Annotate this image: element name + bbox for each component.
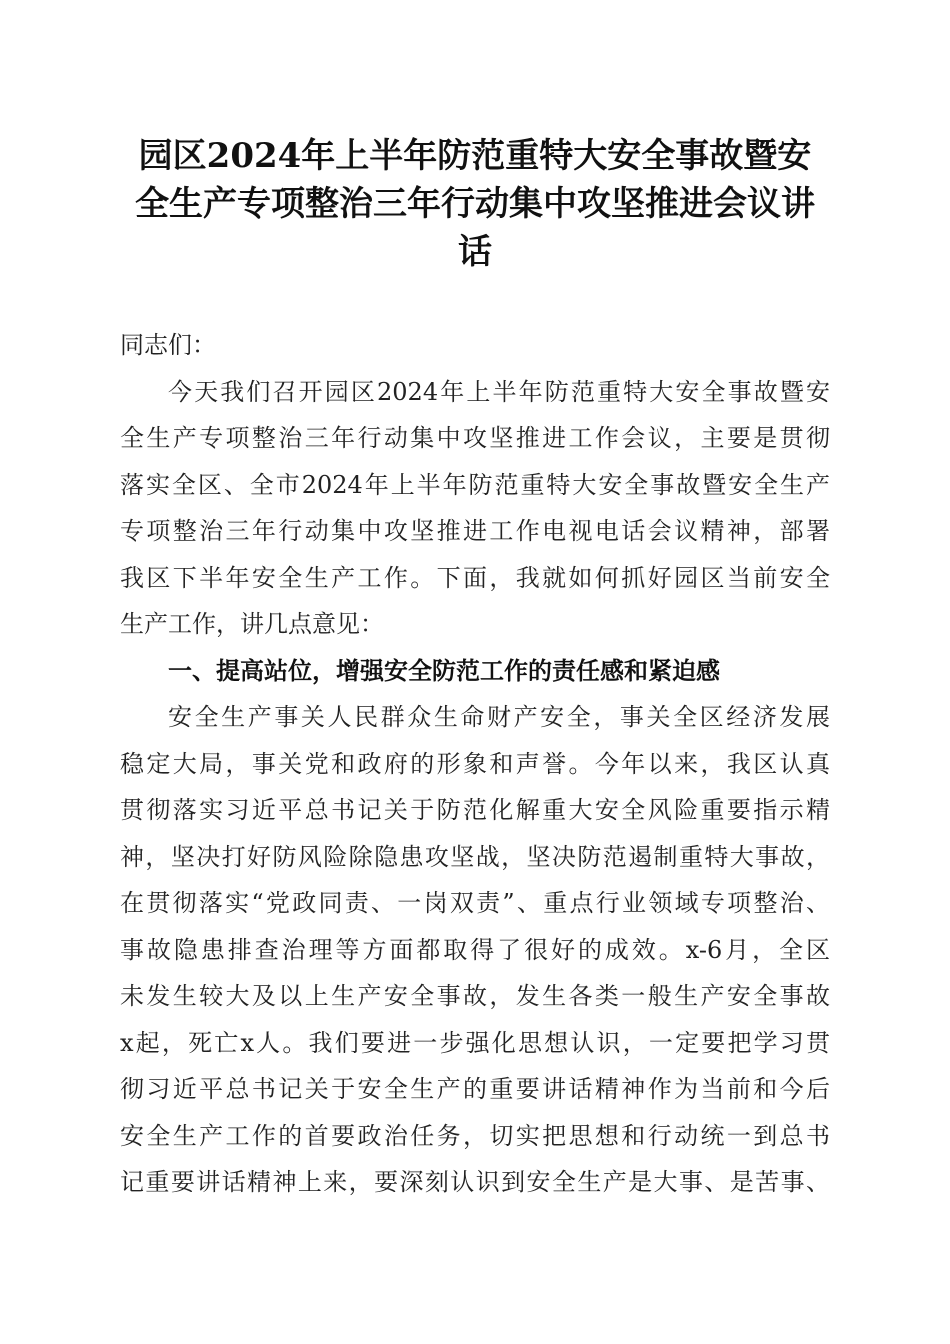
paragraph-line: 全生产专项整治三年行动集中攻坚推进工作会议，主要是贯彻 — [120, 424, 830, 452]
paragraph-line: 记重要讲话精神上来，要深刻认识到安全生产是大事、是苦事、 — [120, 1168, 830, 1196]
paragraph-line: 事故隐患排查治理等方面都取得了很好的成效。x-6月，全区 — [120, 935, 830, 964]
paragraph-line: 安全生产事关人民群众生命财产安全，事关全区经济发展 — [168, 703, 830, 731]
paragraph-line: 安全生产工作的首要政治任务，切实把思想和行动统一到总书 — [120, 1121, 830, 1150]
section-heading: 一、提高站位，增强安全防范工作的责任感和紧迫感 — [168, 656, 720, 685]
paragraph-section-one — [120, 694, 830, 1206]
paragraph-line: x起，死亡x人。我们要进一步强化思想认识，一定要把学习贯 — [120, 1028, 830, 1057]
paragraph-line: 我区下半年安全生产工作。下面，我就如何抓好园区当前安全 — [120, 563, 830, 592]
paragraph-line: 未发生较大及以上生产安全事故，发生各类一般生产安全事故 — [120, 982, 830, 1010]
paragraph-line: 彻习近平总书记关于安全生产的重要讲话精神作为当前和今后 — [120, 1075, 830, 1103]
paragraph-intro — [120, 369, 830, 648]
title-line: 园区2024年上半年防范重特大安全事故暨安 — [138, 136, 812, 176]
title-line: 话 — [458, 232, 492, 272]
title-line: 全生产专项整治三年行动集中攻坚推进会议讲 — [135, 184, 815, 224]
document-title — [110, 132, 840, 276]
paragraph-line: 落实全区、全市2024年上半年防范重特大安全事故暨安全生产 — [120, 470, 830, 499]
paragraph-line: 生产工作，讲几点意见： — [120, 610, 384, 638]
paragraph-line: 今天我们召开园区2024年上半年防范重特大安全事故暨安 — [168, 377, 830, 406]
paragraph-line: 神，坚决打好防风险除隐患攻坚战，坚决防范遏制重特大事故， — [120, 842, 830, 871]
document-body — [120, 322, 830, 1206]
salutation: 同志们： — [120, 331, 216, 359]
paragraph-line: 贯彻落实习近平总书记关于防范化解重大安全风险重要指示精 — [120, 796, 830, 824]
paragraph-line: 稳定大局，事关党和政府的形象和声誉。今年以来，我区认真 — [120, 749, 830, 778]
paragraph-line: 专项整治三年行动集中攻坚推进工作电视电话会议精神，部署 — [120, 517, 830, 545]
paragraph-line: 在贯彻落实“党政同责、一岗双责”、重点行业领域专项整治、 — [120, 889, 830, 917]
